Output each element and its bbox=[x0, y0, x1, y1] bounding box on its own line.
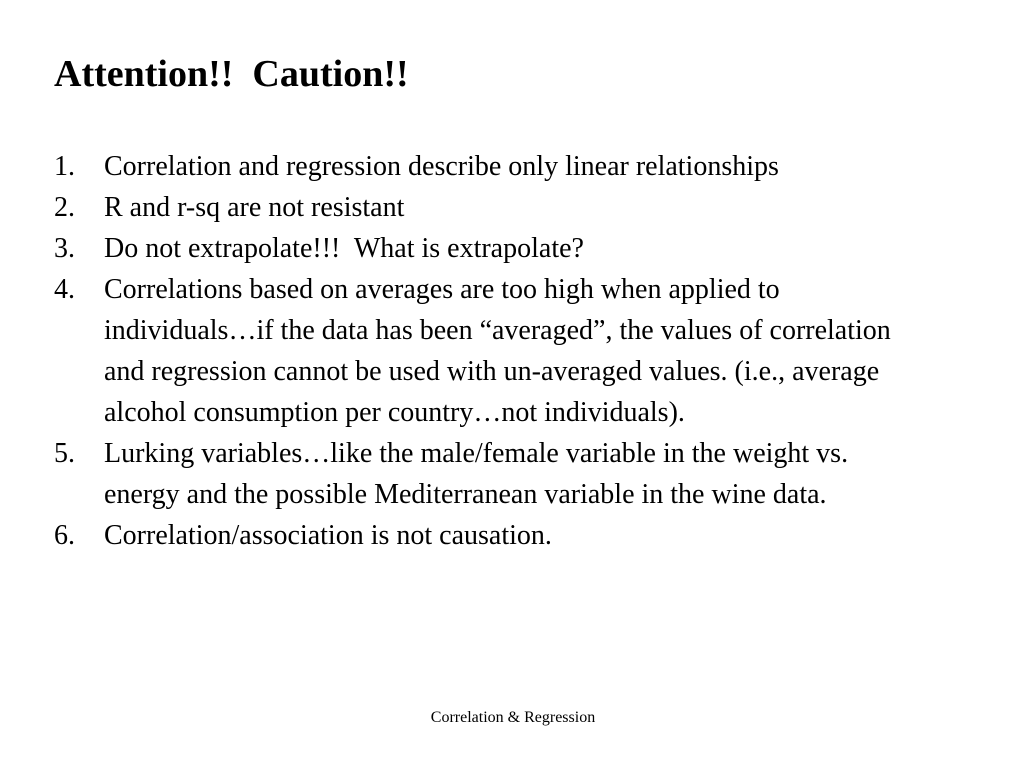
list-item-text: Correlation/association is not causation. bbox=[104, 520, 552, 551]
list-item-number: 4. bbox=[54, 274, 75, 305]
list-item bbox=[54, 269, 904, 433]
list-item-text: Correlations based on averages are too high when applied to individuals…if the data has been “averaged”, the values of correlation and regression cannot be used with un-averaged values. (i.e., average alcohol consumption per country…not individuals). bbox=[104, 274, 898, 428]
list-item-text: R and r-sq are not resistant bbox=[104, 192, 405, 223]
list-item-number: 5. bbox=[54, 438, 75, 469]
list-item bbox=[54, 146, 904, 187]
list-item-text: Lurking variables…like the male/female variable in the weight vs. energy and the possible Mediterranean variable in the wine data. bbox=[104, 438, 856, 510]
list-item bbox=[54, 515, 904, 556]
list-item-text: Do not extrapolate!!! What is extrapolate? bbox=[104, 233, 584, 264]
list-item bbox=[54, 433, 904, 515]
list-item bbox=[54, 187, 904, 228]
list-item-number: 6. bbox=[54, 520, 75, 551]
slide-footer bbox=[0, 708, 1024, 728]
list-item-number: 2. bbox=[54, 192, 75, 223]
footer-text: Correlation & Regression bbox=[430, 709, 596, 726]
caution-list bbox=[54, 146, 904, 556]
list-item-text: Correlation and regression describe only linear relationships bbox=[104, 151, 779, 182]
slide-title: Attention!! Caution!! bbox=[54, 53, 409, 95]
list-item-number: 3. bbox=[54, 233, 75, 264]
list-item-number: 1. bbox=[54, 151, 75, 182]
list-item bbox=[54, 228, 904, 269]
